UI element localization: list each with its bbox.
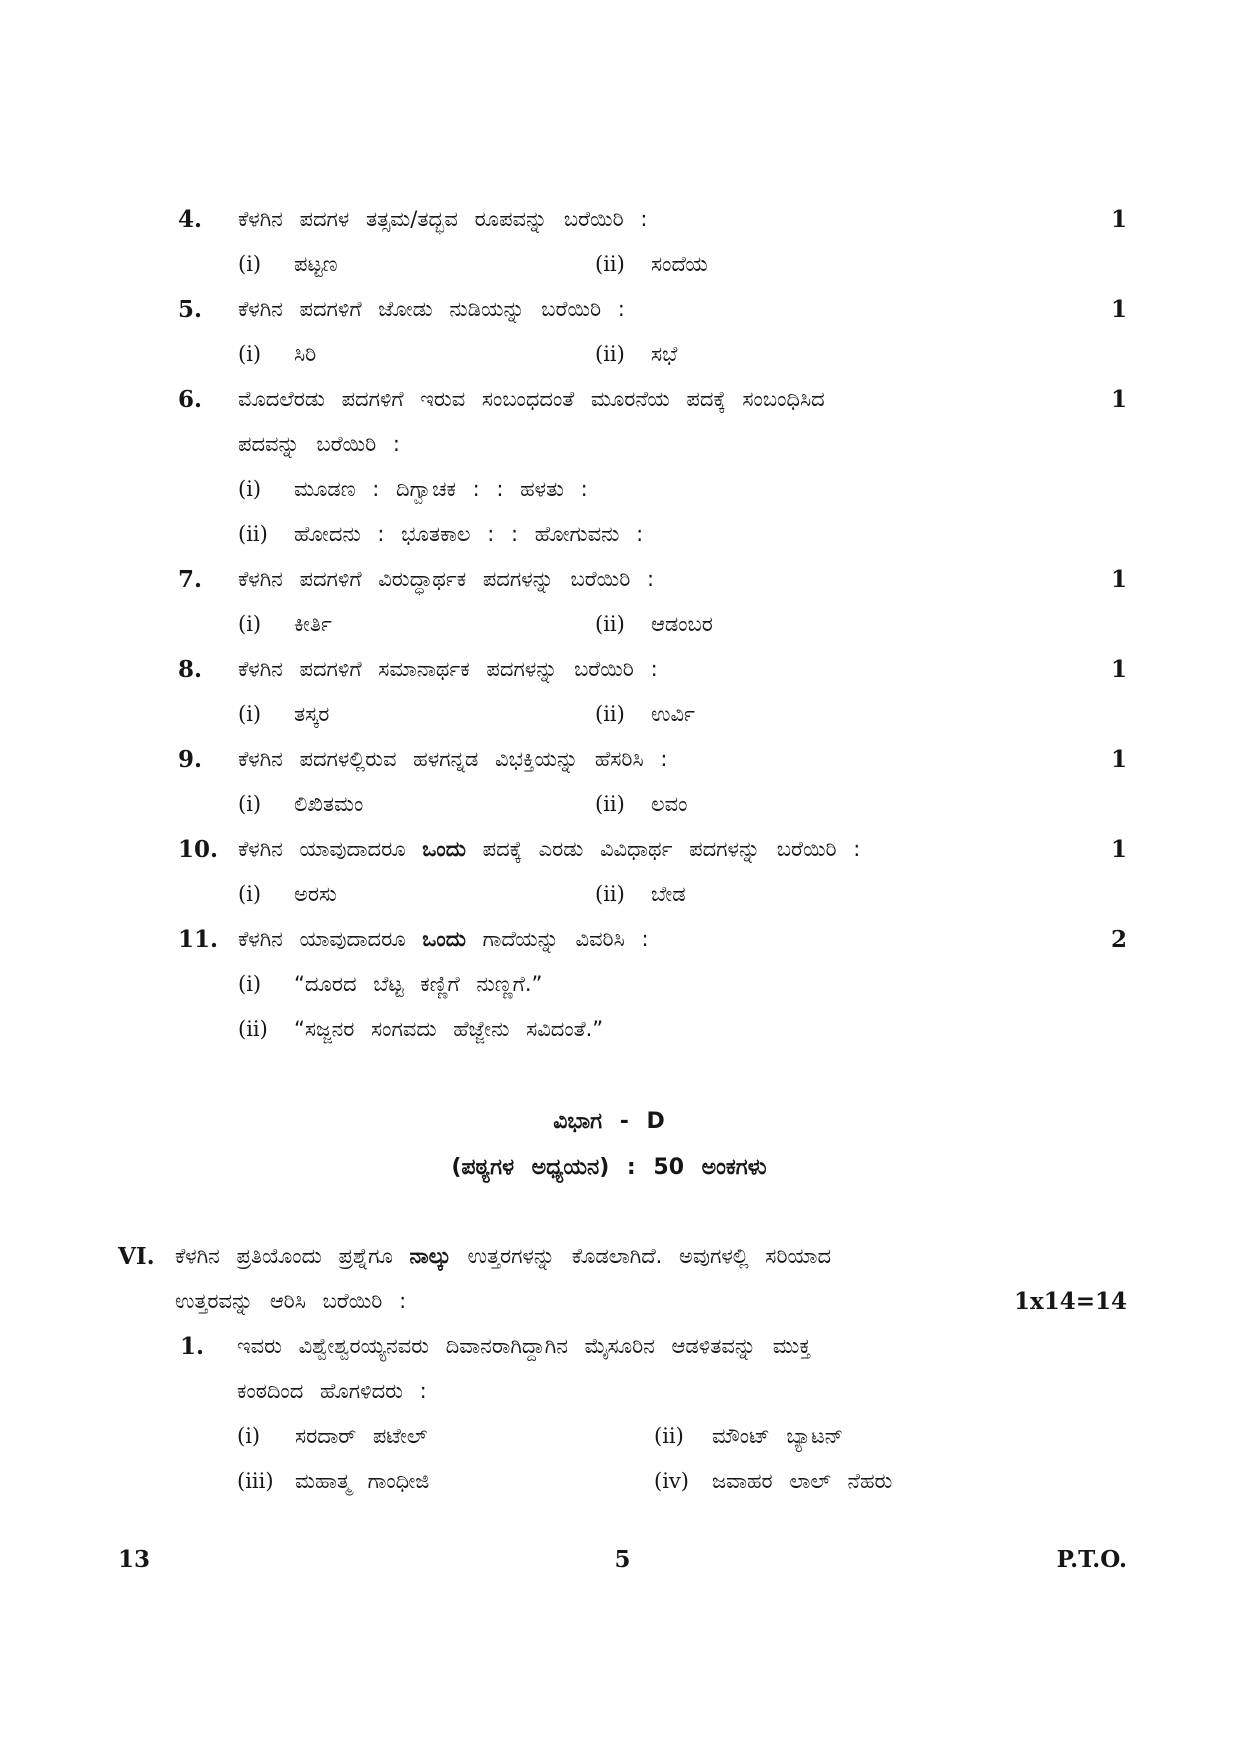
option-text: ಕೀರ್ತಿ [294, 612, 332, 636]
option-text: ಮೂಡಣ : ದಿಗ್ವಾಚಕ : : ಹಳತು : [294, 477, 588, 501]
option-text: ಸಭೆ [651, 342, 678, 366]
question-number: 9. [178, 746, 203, 773]
option-text: ಸರದಾರ್ ಪಟೇಲ್ [295, 1424, 428, 1448]
option-text: ಬೇಡ [651, 882, 686, 906]
please-turn-over: P.T.O. [1056, 1546, 1127, 1573]
option-iii [237, 1459, 654, 1504]
option-i [238, 242, 595, 287]
option-i [237, 1414, 654, 1459]
option-iv [654, 1459, 1071, 1504]
question-6 [178, 377, 1127, 557]
question-number: 8. [178, 656, 203, 683]
question-5 [178, 287, 1127, 377]
question-body [238, 197, 1087, 287]
option-label: (i) [237, 1424, 261, 1448]
option-label: (ii) [595, 612, 625, 636]
question-text-emphasis: ಒಂದು [422, 837, 466, 861]
options-row-2 [237, 1459, 1127, 1504]
question-number: 5. [178, 296, 203, 323]
question-text: ಕೆಳಗಿನ ಪದಗಳಿಗೆ ಜೋಡು ನುಡಿಯನ್ನು ಬರೆಯಿರಿ : [238, 297, 625, 321]
option-text: ತಸ್ಕರ [294, 702, 330, 726]
instruction-start: ಕೆಳಗಿನ ಪ್ರತಿಯೊಂದು ಪ್ರಶ್ನೆಗೂ [175, 1244, 393, 1268]
option-text: ಲಿಖಿತಮಂ [294, 792, 364, 816]
option-text: ಆಡಂಬರ [651, 612, 713, 636]
option-label: (ii) [595, 252, 625, 276]
options-row [238, 602, 1087, 647]
option-label: (iii) [237, 1469, 274, 1493]
question-text: ಕೆಳಗಿನ ಪದಗಳಲ್ಲಿರುವ ಹಳಗನ್ನಡ ವಿಭಕ್ತಿಯನ್ನು ಹೆಸರಿಸಿ : [238, 747, 668, 771]
section-subtitle: (ಪಠ್ಯಗಳ ಅಧ್ಯಯನ) : 50 ಅಂಕಗಳು [451, 1155, 767, 1180]
question-text-start: ಕೆಳಗಿನ ಯಾವುದಾದರೂ [238, 927, 406, 951]
option-ii [595, 602, 952, 647]
option-text: “ದೂರದ ಬೆಟ್ಟ ಕಣ್ಣಿಗೆ ನುಣ್ಣಗೆ.” [294, 972, 543, 996]
option-text: ಸಿರಿ [294, 342, 317, 366]
question-list [178, 197, 1127, 1052]
option-i [238, 782, 595, 827]
option-label: (i) [238, 882, 262, 906]
instruction-emphasis: ನಾಲ್ಕು [409, 1244, 451, 1268]
question-number: 6. [178, 386, 203, 413]
option-label: (ii) [595, 342, 625, 366]
option-text: ಮಹಾತ್ಮ ಗಾಂಧೀಜಿ [295, 1469, 430, 1493]
question-text-line-1: ಮೊದಲೆರಡು ಪದಗಳಿಗೆ ಇರುವ ಸಂಬಂಧದಂತೆ ಮೂರನೆಯ ಪದಕ್ಕೆ ಸಂಬಂಧಿಸಿದ [238, 387, 825, 411]
section-title: ವಿಭಾಗ - D [553, 1109, 665, 1134]
instruction-line-2 [175, 1279, 1127, 1324]
question-text-line-2: ಕಂಠದಿಂದ ಹೊಗಳಿದರು : [237, 1379, 427, 1403]
question-marks: 2 [1110, 926, 1127, 953]
question-marks: 1 [1110, 836, 1127, 863]
option-label: (i) [238, 342, 262, 366]
option-text: ಸಂದೆಯ [651, 252, 708, 276]
option-label: (ii) [654, 1424, 684, 1448]
option-label: (ii) [595, 792, 625, 816]
question-body [238, 647, 1087, 737]
question-body [238, 557, 1087, 647]
question-marks: 1 [1110, 746, 1127, 773]
question-marks: 1 [1110, 296, 1127, 323]
question-marks: 1 [1110, 206, 1127, 233]
option-label: (ii) [238, 522, 268, 546]
question-number: 10. [178, 836, 219, 863]
option-text: ಮೌಂಟ್ ಬ್ಯಾಟನ್ [712, 1424, 844, 1448]
question-text [238, 827, 1087, 872]
question-text-end: ಪದಕ್ಕೆ ಎರಡು ವಿವಿಧಾರ್ಥ ಪದಗಳನ್ನು ಬರೆಯಿರಿ : [482, 837, 861, 861]
question-body [238, 377, 1087, 557]
part-vi [118, 1234, 1127, 1504]
option-i [238, 602, 595, 647]
option-label: (i) [238, 252, 262, 276]
option-ii [595, 782, 952, 827]
question-body [238, 287, 1087, 377]
question-body [238, 737, 1087, 827]
option-ii [595, 332, 952, 377]
options-row [238, 782, 1087, 827]
options-row [238, 242, 1087, 287]
option-text: ಜವಾಹರ ಲಾಲ್ ನೆಹರು [712, 1469, 893, 1493]
question-body [238, 827, 1087, 917]
mcq-1 [180, 1324, 1127, 1504]
option-text: ಪಟ್ಟಣ [294, 252, 338, 276]
option-label: (i) [238, 792, 262, 816]
options-row [238, 332, 1087, 377]
question-number: 4. [178, 206, 203, 233]
option-label: (ii) [595, 702, 625, 726]
options-row [238, 692, 1087, 737]
option-text: ಅರಸು [294, 882, 337, 906]
question-9 [178, 737, 1127, 827]
question-text-start: ಕೆಳಗಿನ ಯಾವುದಾದರೂ [238, 837, 406, 861]
options-row-1 [237, 1414, 1127, 1459]
option-label: (iv) [654, 1469, 689, 1493]
question-text-line-1: ಇವರು ವಿಶ್ವೇಶ್ವರಯ್ಯನವರು ದಿವಾನರಾಗಿದ್ದಾಗಿನ ಮೈಸೂರಿನ ಆಡಳಿತವನ್ನು ಮುಕ್ತ [237, 1334, 811, 1358]
question-text: ಕೆಳಗಿನ ಪದಗಳ ತತ್ಸಮ/ತದ್ಭವ ರೂಪವನ್ನು ಬರೆಯಿರಿ : [238, 207, 648, 231]
analogy-i [238, 467, 1087, 512]
part-number: VI. [118, 1243, 155, 1270]
option-i [238, 692, 595, 737]
question-marks: 1 [1110, 386, 1127, 413]
question-number: 7. [178, 566, 203, 593]
question-text: ಕೆಳಗಿನ ಪದಗಳಿಗೆ ಸಮಾನಾರ್ಥಕ ಪದಗಳನ್ನು ಬರೆಯಿರಿ : [238, 657, 658, 681]
question-8 [178, 647, 1127, 737]
instruction-end: ಉತ್ತರಗಳನ್ನು ಕೊಡಲಾಗಿದೆ. ಅವುಗಳಲ್ಲಿ ಸರಿಯಾದ [467, 1244, 832, 1268]
option-text: ಹೋದನು : ಭೂತಕಾಲ : : ಹೋಗುವನು : [294, 522, 644, 546]
instruction-text: ಉತ್ತರವನ್ನು ಆರಿಸಿ ಬರೆಯಿರಿ : [175, 1289, 407, 1313]
option-text: “ಸಜ್ಜನರ ಸಂಗವದು ಹೆಜ್ಜೇನು ಸವಿದಂತೆ.” [294, 1017, 604, 1041]
question-7 [178, 557, 1127, 647]
question-text-line-2: ಪದವನ್ನು ಬರೆಯಿರಿ : [238, 432, 400, 456]
question-number: 11. [178, 926, 219, 953]
page-footer [118, 1537, 1127, 1582]
instruction-line-1 [175, 1234, 1127, 1279]
option-text: ಉರ್ವಿ [651, 702, 695, 726]
option-i [238, 872, 595, 917]
part-body [175, 1234, 1127, 1504]
question-body [237, 1324, 1127, 1504]
analogy-ii [238, 512, 1087, 557]
question-marks: 1 [1110, 566, 1127, 593]
question-text [238, 917, 1087, 962]
paper-code: 13 [118, 1546, 151, 1573]
question-marks: 1 [1110, 656, 1127, 683]
section-d-heading [118, 1099, 1100, 1191]
option-label: (ii) [595, 882, 625, 906]
question-number: 1. [180, 1333, 205, 1360]
option-label: (i) [238, 477, 262, 501]
option-label: (ii) [238, 1017, 268, 1041]
proverb-ii [238, 1007, 1087, 1052]
options-row [238, 872, 1087, 917]
question-text-end: ಗಾದೆಯನ್ನು ವಿವರಿಸಿ : [482, 927, 649, 951]
question-11 [178, 917, 1127, 1052]
option-ii [654, 1414, 1071, 1459]
option-label: (i) [238, 612, 262, 636]
page-number: 5 [614, 1546, 631, 1573]
page-content [0, 197, 1240, 1504]
question-body [238, 917, 1087, 1052]
option-text: ಲವಂ [651, 792, 688, 816]
option-ii [595, 692, 952, 737]
option-ii [595, 242, 952, 287]
option-label: (i) [238, 702, 262, 726]
option-ii [595, 872, 952, 917]
question-text: ಕೆಳಗಿನ ಪದಗಳಿಗೆ ವಿರುದ್ಧಾರ್ಥಕ ಪದಗಳನ್ನು ಬರೆಯಿರಿ : [238, 567, 655, 591]
proverb-i [238, 962, 1087, 1007]
question-4 [178, 197, 1127, 287]
question-text-emphasis: ಒಂದು [422, 927, 466, 951]
question-10 [178, 827, 1127, 917]
option-i [238, 332, 595, 377]
option-label: (i) [238, 972, 262, 996]
part-marks: 1x14=14 [1013, 1288, 1127, 1315]
